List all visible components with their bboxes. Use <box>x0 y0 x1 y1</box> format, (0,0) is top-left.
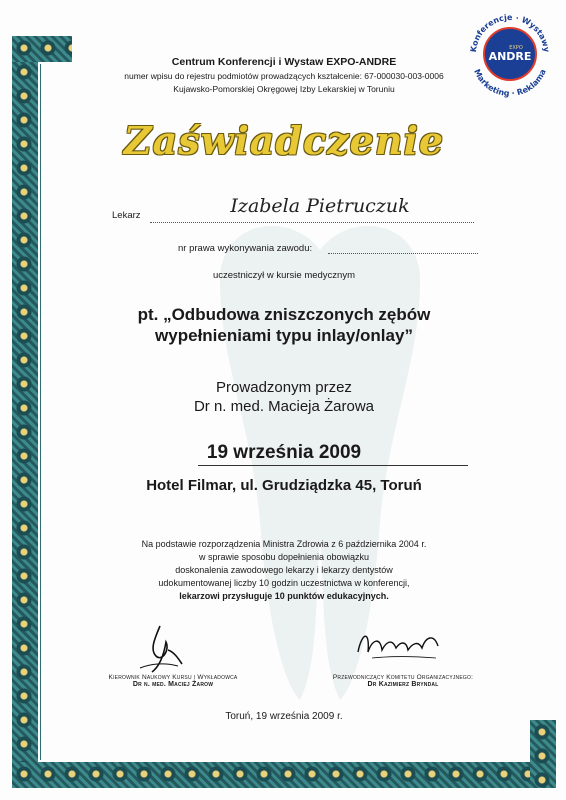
legal-line3: doskonalenia zawodowego lekarzy i lekarzy dentystów <box>175 565 393 575</box>
participation-text: uczestniczył w kursie medycznym <box>212 270 355 281</box>
legal-line5: lekarzowi przysługuje 10 punktów edukacyjnych. <box>179 591 389 601</box>
ornamental-border-bottom <box>12 762 556 788</box>
logo-arc-top: Konferencje · Wystawy <box>468 12 552 53</box>
header-chamber: Kujawsko-Pomorskiej Okręgowej Izby Lekarskiej w Toruniu <box>173 84 395 94</box>
course-title-line2: wypełnieniami typu inlay/onlay” <box>155 326 413 345</box>
ornamental-border-right <box>530 720 556 788</box>
recipient-name: Izabela Pietruczuk <box>230 195 410 217</box>
license-number-label: nr prawa wykonywania zawodu: <box>178 243 313 254</box>
certificate-title: Zaświadczenie <box>123 118 445 163</box>
logo-arc-bottom: Marketing · Reklama <box>472 67 548 99</box>
event-date: 19 września 2009 <box>206 442 362 463</box>
signature-right-role: Przewodniczący Komitetu Organizacyjnego: <box>332 674 474 681</box>
led-by-line2: Dr n. med. Macieja Żarowa <box>193 398 375 415</box>
signature-right <box>352 622 452 666</box>
header-organization: Centrum Konferencji i Wystaw EXPO-ANDRE <box>171 56 397 68</box>
license-number-line <box>328 253 478 254</box>
signature-left-block <box>88 674 258 688</box>
signature-left <box>130 620 200 676</box>
signature-left-name: Dr n. med. Maciej Żarow <box>132 681 214 688</box>
signature-right-name: Dr Kazimierz Bryndal <box>367 681 439 688</box>
footer-date: Toruń, 19 września 2009 r. <box>225 711 343 722</box>
course-title-line1: pt. „Odbudowa zniszczonych zębów <box>137 305 431 324</box>
led-by-line1: Prowadzonym przez <box>216 379 352 396</box>
signature-left-role: Kierownik Naukowy Kursu i Wykładowca <box>108 674 238 681</box>
logo-brand: ANDRE <box>488 50 532 63</box>
ornamental-border-left <box>12 36 38 788</box>
recipient-name-line <box>150 222 474 223</box>
recipient-label: Lekarz <box>112 210 141 221</box>
legal-line1: Na podstawie rozporządzenia Ministra Zdrowia z 6 października 2004 r. <box>141 539 427 549</box>
header-registry: numer wpisu do rejestru podmiotów prowadzących kształcenie: 67-000030-003-0006 <box>124 71 444 81</box>
logo-brand-small: EXPO <box>509 45 523 51</box>
event-place: Hotel Filmar, ul. Grudziądzka 45, Toruń <box>146 477 422 494</box>
legal-line2: w sprawie sposobu dopełnienia obowiązku <box>198 552 370 562</box>
event-date-underline <box>198 465 468 466</box>
legal-line4: udokumentowanej liczby 10 godzin uczestnictwa w konferencji, <box>158 578 410 588</box>
signature-right-block <box>318 674 488 688</box>
